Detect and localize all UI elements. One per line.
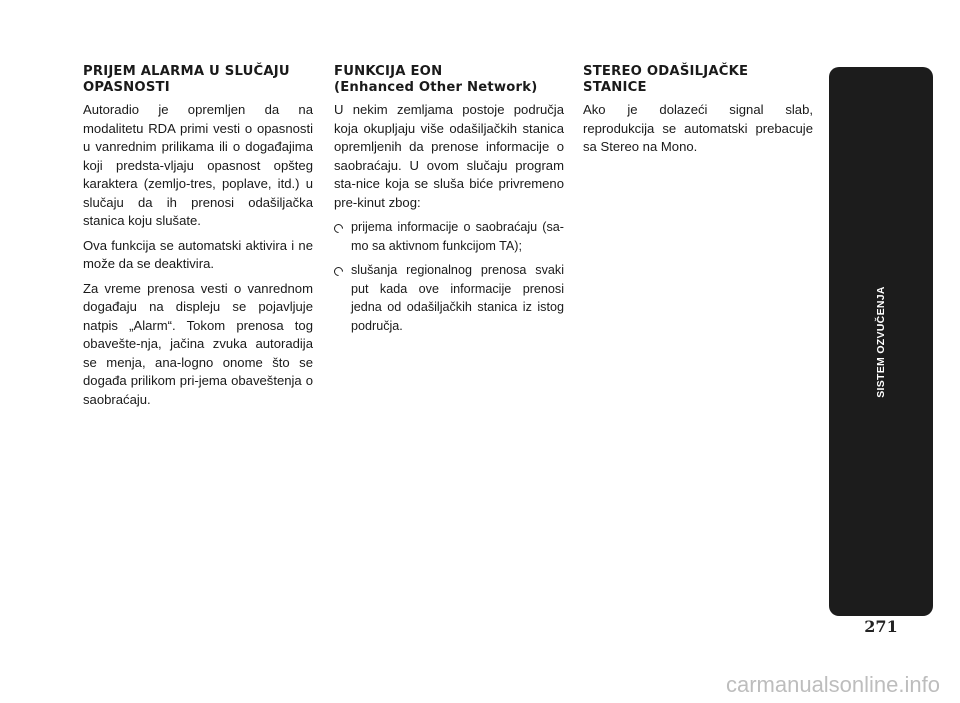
watermark: carmanualsonline.info [725,672,940,697]
paragraph: U nekim zemljama postoje područja koja okupljaju više odašiljačkih stanica opremljenih da prenose informacije o saobraćaju. U ovom slučaju program sta-nice koja se sluša biće privremeno pre-kinut zbog: [334,102,564,210]
title-line: FUNKCIJA EON [334,64,443,79]
title-line: STEREO ODAŠILJAČKE [583,64,749,79]
paragraph: Za vreme prenosa vesti o vanrednom događaju na displeju se pojavljuje natpis „Alarm“. Tokom prenosa tog obavešte-nja, jačina zvuka autoradija se menja, ana-logno onome što se događa prilikom pri-jema obaveštenja o saobraćaju. [83,280,313,407]
column-stereo [583,64,813,163]
section-title-stereo [583,64,813,95]
section-title-alarm [83,64,313,95]
title-line: OPASNOSTI [83,79,170,95]
paragraph: Ova funkcija se automatski aktivira i ne može da se deaktivira. [83,237,313,271]
list-item [334,261,564,335]
circle-bullet-icon [332,222,345,235]
title-line: (Enhanced Other Network) [334,79,538,95]
list-item [334,218,564,255]
circle-bullet-icon [332,265,345,278]
chapter-sidebar [829,67,933,616]
list-item-text: slušanja regionalnog prenosa svaki put kada ove informacije prenosi jedna od odašiljačkih stanica iz istog područja. [351,263,564,333]
column-alarm [83,64,313,415]
column-eon [334,64,564,341]
title-line: STANICE [583,79,647,95]
section-title-eon [334,64,564,95]
chapter-title: SISTEM OZVUČENJA [875,285,887,398]
page-number: 271 [864,617,898,636]
paragraph: Autoradio je opremljen da na modalitetu RDA primi vesti o opasnosti u vanrednim prilikama ili o događajima koji predsta-vljaju opasnost opšteg karaktera (zemljo-tres, poplave, itd.) u slučaju da ih prenosi odašiljačka stanica koju slušate. [83,102,313,228]
bullet-list [334,218,564,335]
list-item-text: prijema informacije o saobraćaju (sa-mo sa aktivnom funkcijom TA); [351,220,564,253]
title-line: PRIJEM ALARMA U SLUČAJU [83,64,290,79]
paragraph: Ako je dolazeći signal slab, reprodukcija se automatski prebacuje sa Stereo na Mono. [583,102,813,154]
